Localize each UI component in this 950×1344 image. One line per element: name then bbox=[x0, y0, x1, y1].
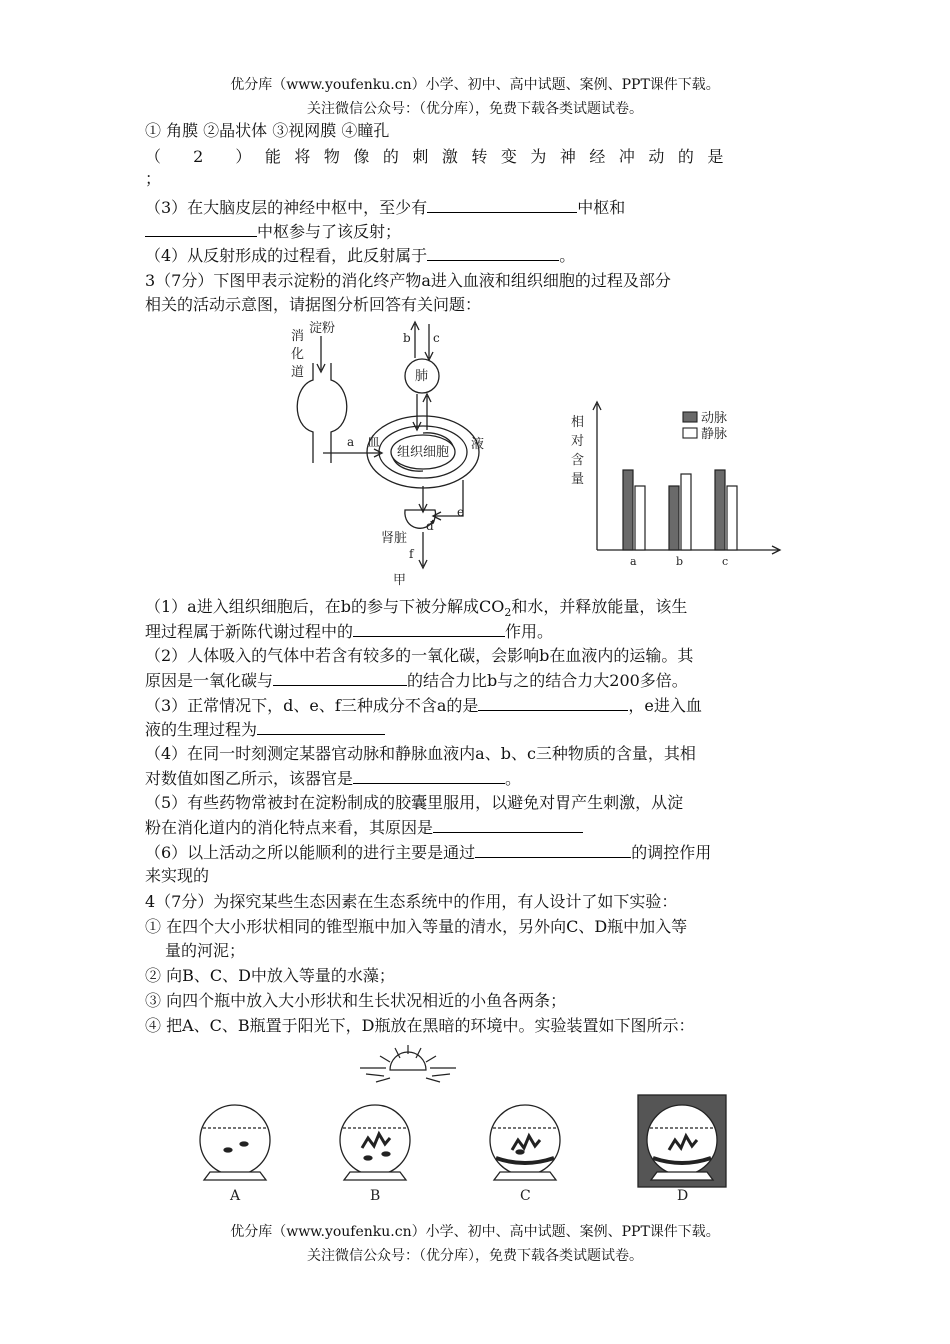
ylabel-char-3: 含 bbox=[571, 453, 585, 468]
q2-options: ① 角膜 ②晶状体 ③视网膜 ④瞳孔 bbox=[145, 121, 390, 140]
label-kidney: 肾脏 bbox=[381, 531, 408, 546]
answer-blank[interactable] bbox=[145, 220, 257, 237]
sun-icon bbox=[360, 1045, 456, 1082]
q3-s3-line-2 bbox=[145, 718, 810, 741]
q2-sub3-text-b: 中枢和 bbox=[577, 198, 626, 217]
q3-s5-text-b: 粉在消化道内的消化特点来看，其原因是 bbox=[145, 818, 434, 837]
ylabel-char-1: 相 bbox=[571, 415, 585, 430]
legend-swatch-vein bbox=[683, 428, 697, 438]
legend-label-vein: 静脉 bbox=[701, 427, 728, 442]
bottle-d bbox=[638, 1095, 726, 1187]
label-b: b bbox=[403, 331, 411, 345]
q3-s5-line-2 bbox=[145, 816, 810, 839]
q2-sub3-cont bbox=[145, 220, 810, 243]
q3-s1-subscript: 2 bbox=[504, 606, 512, 620]
x-tick-label-a: a bbox=[630, 555, 637, 568]
caption-jia: 甲 bbox=[393, 573, 407, 588]
answer-blank[interactable] bbox=[257, 718, 385, 735]
header-line-2: 关注微信公众号：（优分库），免费下载各类试题试卷。 bbox=[307, 101, 643, 117]
q3-s1-text-d: 作用。 bbox=[505, 622, 554, 641]
q2-sub3-text-c: 中枢参与了该反射； bbox=[257, 222, 402, 241]
bar-b-artery bbox=[669, 486, 679, 550]
q3-s4-line-2 bbox=[145, 767, 810, 790]
q2-sub4-text-a: （4）从反射形成的过程看，此反射属于 bbox=[145, 246, 428, 265]
q3-s2-text-b: 原因是一氧化碳与 bbox=[145, 671, 274, 690]
q2-sub2-end: ； bbox=[145, 169, 162, 188]
answer-blank[interactable] bbox=[427, 244, 559, 261]
q3-s5-line-1: （5）有些药物常被封在淀粉制成的胶囊里服用，以避免对胃产生刺激，从淀 bbox=[145, 793, 684, 812]
q3-s1-text-b: 和水，并释放能量，该生 bbox=[511, 597, 688, 616]
q3-s3-text-c: 液的生理过程为 bbox=[145, 720, 258, 739]
bar-a-vein bbox=[635, 486, 645, 550]
digestive-tract-shape bbox=[297, 363, 347, 463]
q4-step-4: ④ 把A、C、B瓶置于阳光下，D瓶放在黑暗的环境中。实验装置如下图所示： bbox=[145, 1016, 695, 1035]
q3-s4-text-c: 。 bbox=[505, 769, 522, 788]
q3-s3-text-a: （3）正常情况下，d、e、f三种成分不含a的是 bbox=[145, 696, 479, 715]
q2-sub4 bbox=[145, 244, 810, 267]
label-fluid: 液 bbox=[471, 437, 485, 452]
bottle-label-b: B bbox=[370, 1188, 381, 1204]
q4-step-1: ① 在四个大小形状相同的锥型瓶中加入等量的清水，另外向C、D瓶中加入等 bbox=[145, 917, 688, 936]
q3-s1-line-2 bbox=[145, 620, 810, 643]
q4-intro: 4（7分）为探究某些生态因素在生态系统中的作用，有人设计了如下实验： bbox=[145, 892, 678, 911]
q4-step-1-cont: 量的河泥； bbox=[165, 941, 246, 960]
bottle-label-d: D bbox=[677, 1188, 689, 1204]
label-blood: 血 bbox=[367, 435, 381, 450]
q3-intro-2: 相关的活动示意图，请据图分析回答有关问题： bbox=[145, 295, 482, 314]
answer-blank[interactable] bbox=[427, 196, 577, 213]
label-lung: 肺 bbox=[415, 369, 429, 384]
bar-chart-yi bbox=[565, 400, 790, 580]
answer-blank[interactable] bbox=[273, 669, 407, 686]
q3-s1-text-a: （1）a进入组织细胞后，在b的参与下被分解成CO bbox=[145, 597, 505, 616]
q4-step-3: ③ 向四个瓶中放入大小形状和生长状况相近的小鱼各两条； bbox=[145, 991, 567, 1010]
bar-c-vein bbox=[727, 486, 737, 550]
x-tick-label-c: c bbox=[722, 555, 729, 568]
answer-blank[interactable] bbox=[475, 841, 631, 858]
bottle-b bbox=[340, 1105, 410, 1180]
answer-blank[interactable] bbox=[353, 620, 505, 637]
q3-s4-text-b: 对数值如图乙所示，该器官是 bbox=[145, 769, 354, 788]
q3-s6-text-b: 的调控作用 bbox=[631, 843, 712, 862]
footer-line-1: 优分库（www.youfenku.cn）小学、初中、高中试题、案例、PPT课件下载。 bbox=[230, 1224, 720, 1240]
q3-s4-line-1: （4）在同一时刻测定某器官动脉和静脉血液内a、b、c三种物质的含量，其相 bbox=[145, 744, 696, 763]
label-a: a bbox=[347, 435, 355, 449]
label-digestive-2: 化 bbox=[291, 347, 305, 362]
footer-line-2: 关注微信公众号：（优分库），免费下载各类试题试卷。 bbox=[307, 1248, 643, 1264]
bar-c-artery bbox=[715, 470, 725, 550]
bottle-label-c: C bbox=[520, 1188, 531, 1204]
q4-step-2: ② 向B、C、D中放入等量的水藻； bbox=[145, 966, 395, 985]
answer-blank[interactable] bbox=[433, 816, 583, 833]
q3-s6-line-1 bbox=[145, 841, 810, 864]
q2-sub2: （ 2 ）能将物像的刺激转变为神经冲动的是 bbox=[145, 147, 737, 166]
q3-s3-line-1 bbox=[145, 694, 810, 717]
label-starch: 淀粉 bbox=[309, 321, 336, 336]
label-c: c bbox=[433, 331, 440, 345]
q3-intro-1: 3（7分）下图甲表示淀粉的消化终产物a进入血液和组织细胞的过程及部分 bbox=[145, 271, 671, 290]
x-tick-label-b: b bbox=[676, 555, 684, 568]
label-digestive-3: 道 bbox=[291, 365, 305, 380]
label-digestive-1: 消 bbox=[291, 329, 305, 344]
diagram-jia bbox=[285, 318, 515, 588]
bar-b-vein bbox=[681, 474, 691, 550]
q3-s2-text-c: 的结合力比b与之的结合力大200多倍。 bbox=[407, 671, 688, 690]
bottle-c bbox=[490, 1105, 560, 1180]
q3-s3-text-b: ，e进入血 bbox=[628, 696, 702, 715]
label-tissue-cells: 组织细胞 bbox=[397, 445, 450, 460]
q3-s6-line-2: 来实现的 bbox=[145, 866, 210, 885]
legend-label-artery: 动脉 bbox=[701, 411, 728, 426]
header-line-1: 优分库（www.youfenku.cn）小学、初中、高中试题、案例、PPT课件下载。 bbox=[230, 77, 720, 93]
q2-sub3-text-a: （3）在大脑皮层的神经中枢中，至少有 bbox=[145, 198, 428, 217]
ylabel-char-2: 对 bbox=[571, 434, 585, 449]
label-e: e bbox=[457, 505, 465, 519]
q3-s2-line-1: （2）人体吸入的气体中若含有较多的一氧化碳，会影响b在血液内的运输。其 bbox=[145, 646, 694, 665]
label-d: d bbox=[426, 519, 434, 533]
answer-blank[interactable] bbox=[478, 694, 628, 711]
q2-sub4-text-b: 。 bbox=[559, 246, 576, 265]
q3-s6-text-a: （6）以上活动之所以能顺利的进行主要是通过 bbox=[145, 843, 476, 862]
label-f: f bbox=[409, 547, 414, 561]
bottle-label-a: A bbox=[230, 1188, 241, 1204]
bottles-figure bbox=[190, 1040, 730, 1210]
bar-a-artery bbox=[623, 470, 633, 550]
q3-s1-text-c: 理过程属于新陈代谢过程中的 bbox=[145, 622, 354, 641]
answer-blank[interactable] bbox=[353, 767, 505, 784]
q3-s2-line-2 bbox=[145, 669, 810, 692]
q2-sub3 bbox=[145, 196, 810, 219]
ylabel-char-4: 量 bbox=[571, 472, 585, 487]
legend-swatch-artery bbox=[683, 412, 697, 422]
bottle-a bbox=[200, 1105, 270, 1180]
